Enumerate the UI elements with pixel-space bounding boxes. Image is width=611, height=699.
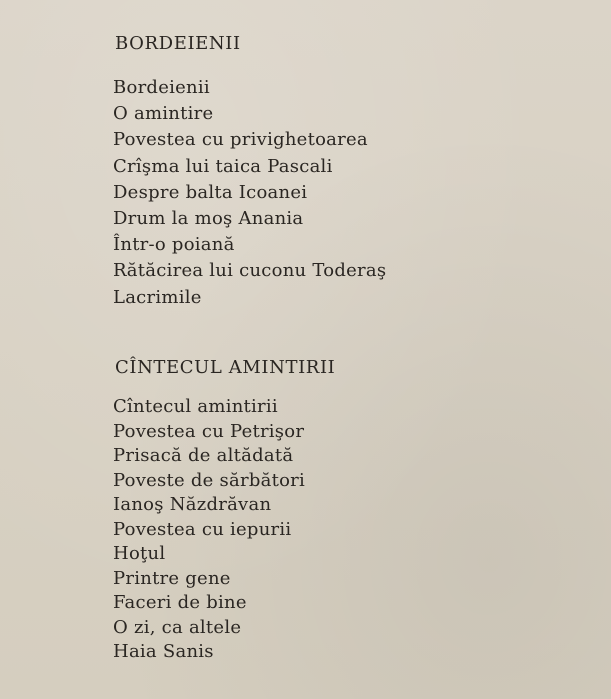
toc-item: Bordeienii [113, 77, 210, 98]
section-title-cintecul-amintirii: CÎNTECUL AMINTIRII [115, 357, 336, 378]
toc-item: Ianoş Năzdrăvan [113, 494, 272, 515]
toc-item: O amintire [113, 103, 214, 125]
toc-item: Cîntecul amintirii [113, 396, 278, 417]
toc-item: Rătăcirea lui cuconu Toderaş [113, 260, 387, 282]
toc-item: Lacrimile [113, 286, 202, 308]
toc-item: Prisacă de altădată [113, 445, 294, 466]
toc-item: Crîşma lui taica Pascali [113, 155, 333, 177]
toc-item: Despre balta Icoanei [113, 181, 308, 203]
toc-item: Drum la moş Anania [113, 207, 304, 229]
toc-item: Haia Sanis [113, 641, 214, 662]
toc-item: Hoţul [113, 543, 166, 564]
toc-item: Poveste de sărbători [113, 469, 306, 491]
toc-item: Printre gene [113, 567, 231, 589]
toc-list-cintecul-amintirii [113, 395, 305, 665]
section-title-bordeienii: BORDEIENII [115, 33, 241, 54]
toc-item: Faceri de bine [113, 592, 247, 613]
toc-item: Povestea cu privighetoarea [113, 129, 368, 151]
toc-item: Povestea cu iepurii [113, 518, 292, 540]
toc-item: O zi, ca altele [113, 616, 242, 638]
toc-item: Povestea cu Petrişor [113, 420, 305, 442]
toc-item: Într-o poiană [113, 234, 235, 256]
toc-list-bordeienii [113, 75, 386, 311]
